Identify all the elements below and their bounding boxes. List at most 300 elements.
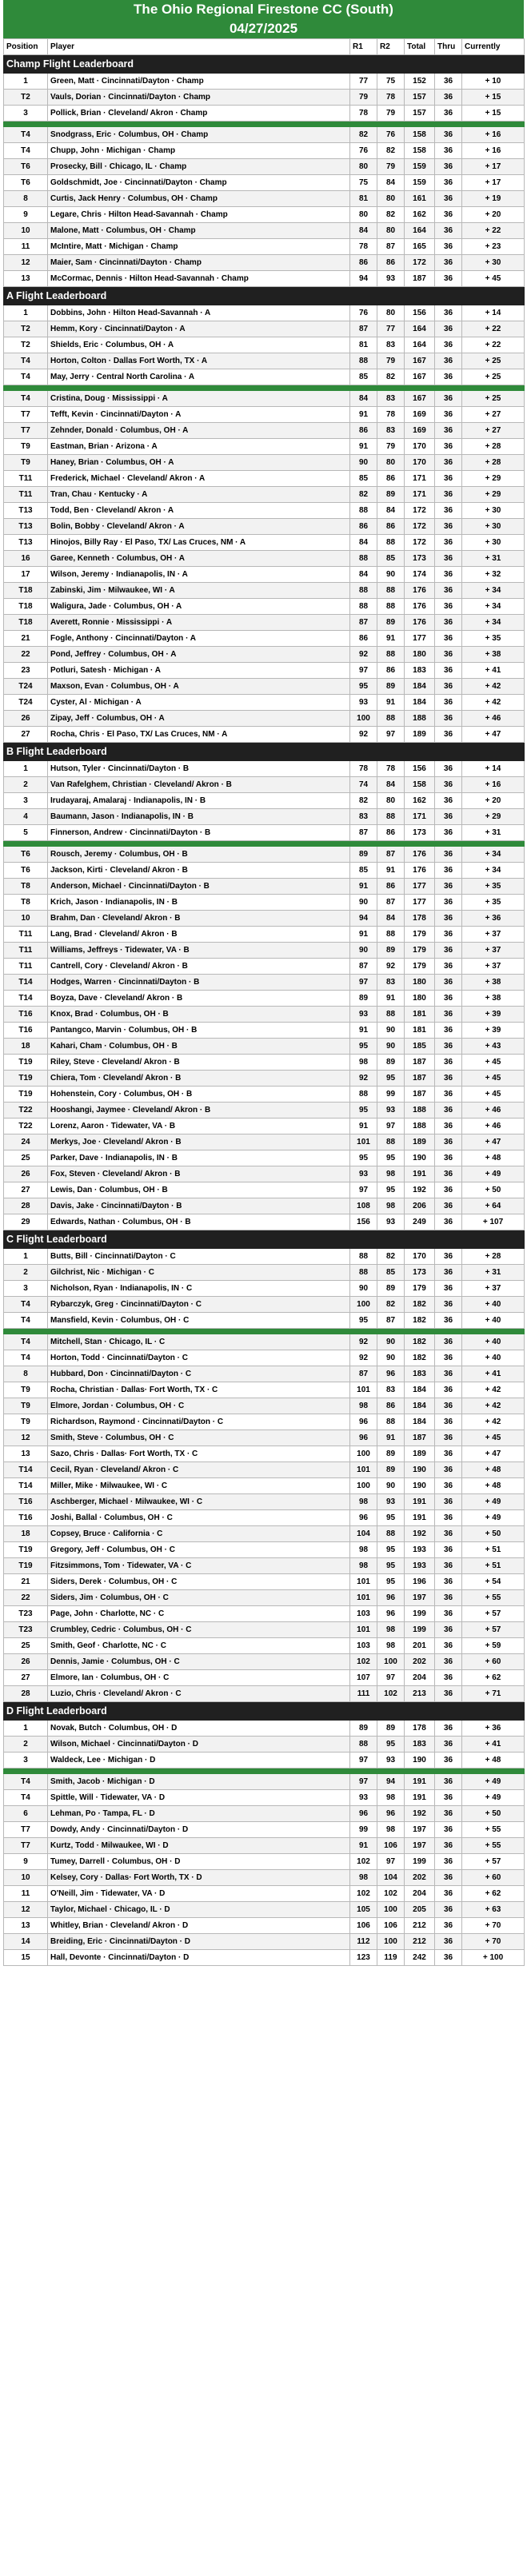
cell-position: T16 xyxy=(4,1007,48,1023)
cell-player: Knox, Brad · Columbus, OH · B xyxy=(48,1007,350,1023)
cell-r2: 80 xyxy=(377,793,405,809)
cell-thru: 36 xyxy=(435,1510,462,1526)
cell-position: T16 xyxy=(4,1494,48,1510)
cell-thru: 36 xyxy=(435,305,462,321)
cell-r1: 87 xyxy=(350,615,377,631)
cell-player: Hemm, Kory · Cincinnati/Dayton · A xyxy=(48,321,350,337)
table-row xyxy=(4,1103,525,1119)
cell-player: Kahari, Cham · Columbus, OH · B xyxy=(48,1039,350,1055)
cell-thru: 36 xyxy=(435,1526,462,1542)
cell-total: 193 xyxy=(405,1558,435,1574)
cell-currently: + 43 xyxy=(462,1039,525,1055)
cell-r2: 77 xyxy=(377,321,405,337)
cell-r1: 76 xyxy=(350,143,377,159)
cell-r2: 95 xyxy=(377,1558,405,1574)
table-row xyxy=(4,1182,525,1198)
cell-r1: 95 xyxy=(350,1150,377,1166)
cell-thru: 36 xyxy=(435,1721,462,1737)
cell-currently: + 100 xyxy=(462,1950,525,1966)
cell-currently: + 16 xyxy=(462,143,525,159)
cell-thru: 36 xyxy=(435,1558,462,1574)
cell-r1: 107 xyxy=(350,1670,377,1686)
cell-thru: 36 xyxy=(435,1574,462,1590)
cell-position: T2 xyxy=(4,321,48,337)
cell-r2: 83 xyxy=(377,337,405,353)
cell-thru: 36 xyxy=(435,271,462,287)
cell-r1: 82 xyxy=(350,487,377,503)
cell-r1: 156 xyxy=(350,1214,377,1230)
cell-currently: + 63 xyxy=(462,1902,525,1918)
cell-r1: 101 xyxy=(350,1134,377,1150)
cell-total: 170 xyxy=(405,439,435,455)
cell-r1: 78 xyxy=(350,239,377,255)
table-row xyxy=(4,1526,525,1542)
table-row xyxy=(4,127,525,143)
cell-thru: 36 xyxy=(435,1478,462,1494)
table-row xyxy=(4,1886,525,1902)
cell-r2: 95 xyxy=(377,1150,405,1166)
table-row xyxy=(4,391,525,407)
cell-r2: 87 xyxy=(377,239,405,255)
cell-position: 2 xyxy=(4,1265,48,1281)
cell-total: 176 xyxy=(405,615,435,631)
cell-player: Waligura, Jade · Columbus, OH · A xyxy=(48,599,350,615)
cell-r2: 104 xyxy=(377,1870,405,1886)
cell-r2: 93 xyxy=(377,1753,405,1769)
cell-r1: 80 xyxy=(350,207,377,223)
cell-r1: 100 xyxy=(350,1478,377,1494)
cell-position: T13 xyxy=(4,503,48,519)
cell-currently: + 34 xyxy=(462,863,525,879)
qualifier-cut-line xyxy=(4,122,525,127)
cell-total: 187 xyxy=(405,271,435,287)
cell-total: 156 xyxy=(405,305,435,321)
table-row xyxy=(4,1737,525,1753)
cell-r1: 95 xyxy=(350,679,377,695)
table-row xyxy=(4,74,525,90)
cell-currently: + 35 xyxy=(462,879,525,895)
cell-currently: + 49 xyxy=(462,1790,525,1806)
cell-thru: 36 xyxy=(435,1494,462,1510)
cell-r1: 88 xyxy=(350,551,377,567)
cell-thru: 36 xyxy=(435,631,462,647)
cell-player: Hutson, Tyler · Cincinnati/Dayton · B xyxy=(48,761,350,777)
cell-player: Bolin, Bobby · Cleveland/ Akron · A xyxy=(48,519,350,535)
cell-player: Wilson, Michael · Cincinnati/Dayton · D xyxy=(48,1737,350,1753)
cut-line-bar xyxy=(4,122,525,127)
col-r2: R2 xyxy=(377,39,405,55)
cell-r1: 101 xyxy=(350,1382,377,1398)
cell-currently: + 57 xyxy=(462,1854,525,1870)
qualifier-cut-line xyxy=(4,841,525,847)
cell-currently: + 37 xyxy=(462,959,525,975)
cell-total: 173 xyxy=(405,1265,435,1281)
cell-r2: 79 xyxy=(377,439,405,455)
cell-player: Fogle, Anthony · Cincinnati/Dayton · A xyxy=(48,631,350,647)
cell-thru: 36 xyxy=(435,1313,462,1329)
cell-total: 197 xyxy=(405,1838,435,1854)
cell-r2: 94 xyxy=(377,1774,405,1790)
cell-position: T9 xyxy=(4,455,48,471)
cell-total: 189 xyxy=(405,727,435,743)
cell-currently: + 47 xyxy=(462,1446,525,1462)
cell-total: 182 xyxy=(405,1334,435,1350)
cell-position: T4 xyxy=(4,1774,48,1790)
cell-r1: 92 xyxy=(350,1334,377,1350)
cell-position: T4 xyxy=(4,1334,48,1350)
table-row xyxy=(4,305,525,321)
cell-currently: + 62 xyxy=(462,1670,525,1686)
cell-total: 169 xyxy=(405,407,435,423)
cell-r2: 95 xyxy=(377,1574,405,1590)
cell-r2: 96 xyxy=(377,1366,405,1382)
table-row xyxy=(4,1430,525,1446)
table-row xyxy=(4,1774,525,1790)
cell-currently: + 54 xyxy=(462,1574,525,1590)
cell-r1: 98 xyxy=(350,1870,377,1886)
cell-thru: 36 xyxy=(435,809,462,825)
cell-total: 172 xyxy=(405,519,435,535)
cell-player: Hohenstein, Cory · Columbus, OH · B xyxy=(48,1087,350,1103)
table-row xyxy=(4,1918,525,1934)
flight-header-row xyxy=(4,1702,525,1721)
cell-currently: + 42 xyxy=(462,1382,525,1398)
cell-r2: 78 xyxy=(377,407,405,423)
cell-currently: + 55 xyxy=(462,1590,525,1606)
cell-thru: 36 xyxy=(435,239,462,255)
cell-r2: 84 xyxy=(377,777,405,793)
cell-thru: 36 xyxy=(435,1934,462,1950)
cell-total: 161 xyxy=(405,191,435,207)
cell-r1: 91 xyxy=(350,1119,377,1134)
table-row xyxy=(4,1510,525,1526)
cell-r2: 83 xyxy=(377,975,405,991)
cell-player: Novak, Butch · Columbus, OH · D xyxy=(48,1721,350,1737)
cell-player: Chiera, Tom · Cleveland/ Akron · B xyxy=(48,1071,350,1087)
cell-thru: 36 xyxy=(435,583,462,599)
column-header-row xyxy=(4,39,525,55)
cell-position: T2 xyxy=(4,90,48,106)
table-row xyxy=(4,1478,525,1494)
cell-r1: 87 xyxy=(350,825,377,841)
cell-r1: 88 xyxy=(350,1265,377,1281)
cell-r1: 81 xyxy=(350,191,377,207)
cell-r2: 86 xyxy=(377,1398,405,1414)
cell-position: T7 xyxy=(4,423,48,439)
cell-r2: 86 xyxy=(377,471,405,487)
cell-player: Mansfield, Kevin · Columbus, OH · C xyxy=(48,1313,350,1329)
cell-currently: + 23 xyxy=(462,239,525,255)
cell-currently: + 55 xyxy=(462,1838,525,1854)
cell-r1: 88 xyxy=(350,1737,377,1753)
cell-position: 5 xyxy=(4,825,48,841)
cell-player: Wilson, Jeremy · Indianapolis, IN · A xyxy=(48,567,350,583)
cell-position: T18 xyxy=(4,583,48,599)
cell-position: 17 xyxy=(4,567,48,583)
cell-thru: 36 xyxy=(435,1854,462,1870)
table-row xyxy=(4,943,525,959)
cell-position: 8 xyxy=(4,191,48,207)
cell-thru: 36 xyxy=(435,695,462,711)
cell-position: T24 xyxy=(4,679,48,695)
cell-r1: 88 xyxy=(350,1249,377,1265)
cell-total: 170 xyxy=(405,455,435,471)
table-row xyxy=(4,271,525,287)
cell-thru: 36 xyxy=(435,1654,462,1670)
cell-r2: 93 xyxy=(377,271,405,287)
cell-player: Cantrell, Cory · Cleveland/ Akron · B xyxy=(48,959,350,975)
table-row xyxy=(4,863,525,879)
cell-currently: + 27 xyxy=(462,423,525,439)
cell-position: 18 xyxy=(4,1526,48,1542)
table-row xyxy=(4,321,525,337)
cell-total: 212 xyxy=(405,1918,435,1934)
cell-thru: 36 xyxy=(435,1150,462,1166)
cell-r1: 97 xyxy=(350,975,377,991)
cell-total: 164 xyxy=(405,321,435,337)
table-row xyxy=(4,439,525,455)
flight-header-row xyxy=(4,743,525,761)
cell-thru: 36 xyxy=(435,1119,462,1134)
cell-currently: + 38 xyxy=(462,975,525,991)
cell-r2: 98 xyxy=(377,1822,405,1838)
cell-r1: 98 xyxy=(350,1055,377,1071)
cell-position: 13 xyxy=(4,271,48,287)
cell-position: 22 xyxy=(4,647,48,663)
cell-currently: + 49 xyxy=(462,1774,525,1790)
cell-player: O'Neill, Jim · Tidewater, VA · D xyxy=(48,1886,350,1902)
cell-player: McCormac, Dennis · Hilton Head-Savannah · Champ xyxy=(48,271,350,287)
cell-position: 12 xyxy=(4,1430,48,1446)
table-row xyxy=(4,1638,525,1654)
cell-position: T4 xyxy=(4,1297,48,1313)
cell-r1: 86 xyxy=(350,631,377,647)
cell-r1: 79 xyxy=(350,90,377,106)
cell-r2: 91 xyxy=(377,695,405,711)
cell-r1: 96 xyxy=(350,1806,377,1822)
cell-currently: + 14 xyxy=(462,305,525,321)
cell-total: 183 xyxy=(405,663,435,679)
cell-r2: 98 xyxy=(377,1638,405,1654)
cell-currently: + 20 xyxy=(462,793,525,809)
cell-total: 158 xyxy=(405,143,435,159)
table-row xyxy=(4,1281,525,1297)
col-player: Player xyxy=(48,39,350,55)
cell-r2: 80 xyxy=(377,223,405,239)
cell-r2: 95 xyxy=(377,1542,405,1558)
table-row xyxy=(4,879,525,895)
cell-player: Siders, Jim · Columbus, OH · C xyxy=(48,1590,350,1606)
cell-thru: 36 xyxy=(435,1414,462,1430)
table-row xyxy=(4,1822,525,1838)
cell-total: 165 xyxy=(405,239,435,255)
cell-total: 172 xyxy=(405,255,435,271)
table-row xyxy=(4,1265,525,1281)
cell-position: 13 xyxy=(4,1918,48,1934)
cell-player: Cyster, Al · Michigan · A xyxy=(48,695,350,711)
cell-total: 179 xyxy=(405,959,435,975)
cell-r1: 102 xyxy=(350,1886,377,1902)
cell-currently: + 42 xyxy=(462,679,525,695)
cell-total: 158 xyxy=(405,127,435,143)
table-row xyxy=(4,847,525,863)
cell-currently: + 41 xyxy=(462,1737,525,1753)
cell-position: 28 xyxy=(4,1198,48,1214)
cell-total: 164 xyxy=(405,337,435,353)
table-row xyxy=(4,1214,525,1230)
flight-header-row xyxy=(4,55,525,74)
cell-currently: + 57 xyxy=(462,1622,525,1638)
cell-r1: 90 xyxy=(350,895,377,911)
cell-position: T13 xyxy=(4,519,48,535)
cell-player: Luzio, Chris · Cleveland/ Akron · C xyxy=(48,1686,350,1702)
cell-thru: 36 xyxy=(435,663,462,679)
cell-r1: 96 xyxy=(350,1430,377,1446)
cell-position: 25 xyxy=(4,1638,48,1654)
cell-total: 199 xyxy=(405,1622,435,1638)
cell-player: Horton, Todd · Cincinnati/Dayton · C xyxy=(48,1350,350,1366)
cell-total: 187 xyxy=(405,1055,435,1071)
cell-r1: 98 xyxy=(350,1398,377,1414)
cell-position: 12 xyxy=(4,1902,48,1918)
cell-position: T4 xyxy=(4,1790,48,1806)
cell-r2: 93 xyxy=(377,1103,405,1119)
cell-player: Eastman, Brian · Arizona · A xyxy=(48,439,350,455)
cell-r2: 96 xyxy=(377,1606,405,1622)
cell-player: Hall, Devonte · Cincinnati/Dayton · D xyxy=(48,1950,350,1966)
cell-total: 182 xyxy=(405,1350,435,1366)
cell-position: 9 xyxy=(4,1854,48,1870)
cell-currently: + 50 xyxy=(462,1806,525,1822)
table-row xyxy=(4,1654,525,1670)
cell-total: 191 xyxy=(405,1166,435,1182)
cell-thru: 36 xyxy=(435,1918,462,1934)
cell-player: Smith, Steve · Columbus, OH · C xyxy=(48,1430,350,1446)
cell-player: Joshi, Ballal · Columbus, OH · C xyxy=(48,1510,350,1526)
cell-r2: 89 xyxy=(377,1446,405,1462)
cell-r2: 90 xyxy=(377,1039,405,1055)
cell-currently: + 32 xyxy=(462,567,525,583)
cell-position: T4 xyxy=(4,1350,48,1366)
cell-total: 177 xyxy=(405,631,435,647)
flight-title: D Flight Leaderboard xyxy=(4,1702,525,1721)
cell-r1: 87 xyxy=(350,1366,377,1382)
cell-thru: 36 xyxy=(435,1462,462,1478)
cell-r1: 104 xyxy=(350,1526,377,1542)
table-row xyxy=(4,809,525,825)
cell-currently: + 35 xyxy=(462,895,525,911)
cell-position: T4 xyxy=(4,1313,48,1329)
cell-total: 190 xyxy=(405,1478,435,1494)
cell-r2: 106 xyxy=(377,1838,405,1854)
cell-total: 184 xyxy=(405,1398,435,1414)
table-row xyxy=(4,1902,525,1918)
cell-currently: + 28 xyxy=(462,439,525,455)
table-row xyxy=(4,1870,525,1886)
cell-r1: 91 xyxy=(350,927,377,943)
cell-thru: 36 xyxy=(435,1590,462,1606)
cell-thru: 36 xyxy=(435,455,462,471)
table-row xyxy=(4,1007,525,1023)
cell-position: T7 xyxy=(4,1838,48,1854)
cell-player: Aschberger, Michael · Milwaukee, WI · C xyxy=(48,1494,350,1510)
cell-position: T14 xyxy=(4,1478,48,1494)
cell-r1: 88 xyxy=(350,353,377,369)
cell-r1: 92 xyxy=(350,727,377,743)
cell-currently: + 31 xyxy=(462,551,525,567)
cell-total: 171 xyxy=(405,487,435,503)
cell-currently: + 31 xyxy=(462,1265,525,1281)
cell-r2: 80 xyxy=(377,455,405,471)
cell-position: T14 xyxy=(4,1462,48,1478)
cell-total: 176 xyxy=(405,583,435,599)
cell-position: T19 xyxy=(4,1087,48,1103)
cell-currently: + 37 xyxy=(462,927,525,943)
cell-r2: 93 xyxy=(377,1494,405,1510)
cell-thru: 36 xyxy=(435,1198,462,1214)
table-row xyxy=(4,647,525,663)
cell-currently: + 30 xyxy=(462,519,525,535)
cell-total: 187 xyxy=(405,1430,435,1446)
cell-r1: 97 xyxy=(350,1774,377,1790)
cell-total: 184 xyxy=(405,1382,435,1398)
cell-r1: 98 xyxy=(350,1542,377,1558)
cell-total: 184 xyxy=(405,679,435,695)
cell-player: Smith, Geof · Charlotte, NC · C xyxy=(48,1638,350,1654)
cell-r2: 90 xyxy=(377,1350,405,1366)
cell-position: 16 xyxy=(4,551,48,567)
cell-r1: 97 xyxy=(350,1182,377,1198)
cell-player: Van Rafelghem, Christian · Cleveland/ Akron · B xyxy=(48,777,350,793)
cell-r1: 84 xyxy=(350,391,377,407)
cell-position: 29 xyxy=(4,1214,48,1230)
cell-total: 172 xyxy=(405,535,435,551)
cell-total: 182 xyxy=(405,1313,435,1329)
table-row xyxy=(4,1670,525,1686)
flight-header-row xyxy=(4,1230,525,1249)
cell-position: T11 xyxy=(4,959,48,975)
cell-currently: + 29 xyxy=(462,487,525,503)
cell-total: 181 xyxy=(405,1007,435,1023)
cell-player: Hooshangi, Jaymee · Cleveland/ Akron · B xyxy=(48,1103,350,1119)
cell-total: 190 xyxy=(405,1150,435,1166)
cell-currently: + 34 xyxy=(462,599,525,615)
cell-player: Maxson, Evan · Columbus, OH · A xyxy=(48,679,350,695)
cell-r2: 89 xyxy=(377,943,405,959)
cell-currently: + 40 xyxy=(462,1297,525,1313)
cell-player: Shields, Eric · Columbus, OH · A xyxy=(48,337,350,353)
cell-r2: 80 xyxy=(377,191,405,207)
cell-thru: 36 xyxy=(435,551,462,567)
cell-total: 196 xyxy=(405,1574,435,1590)
cell-currently: + 35 xyxy=(462,631,525,647)
cell-total: 213 xyxy=(405,1686,435,1702)
cell-position: T11 xyxy=(4,927,48,943)
cell-currently: + 48 xyxy=(462,1753,525,1769)
table-row xyxy=(4,1753,525,1769)
cell-currently: + 64 xyxy=(462,1198,525,1214)
cell-position: T16 xyxy=(4,1023,48,1039)
cell-thru: 36 xyxy=(435,1007,462,1023)
cell-player: Finnerson, Andrew · Cincinnati/Dayton · B xyxy=(48,825,350,841)
cell-player: McIntire, Matt · Michigan · Champ xyxy=(48,239,350,255)
cell-position: T9 xyxy=(4,1398,48,1414)
table-row xyxy=(4,825,525,841)
cell-position: T11 xyxy=(4,943,48,959)
table-row xyxy=(4,1366,525,1382)
cell-total: 158 xyxy=(405,777,435,793)
table-row xyxy=(4,239,525,255)
